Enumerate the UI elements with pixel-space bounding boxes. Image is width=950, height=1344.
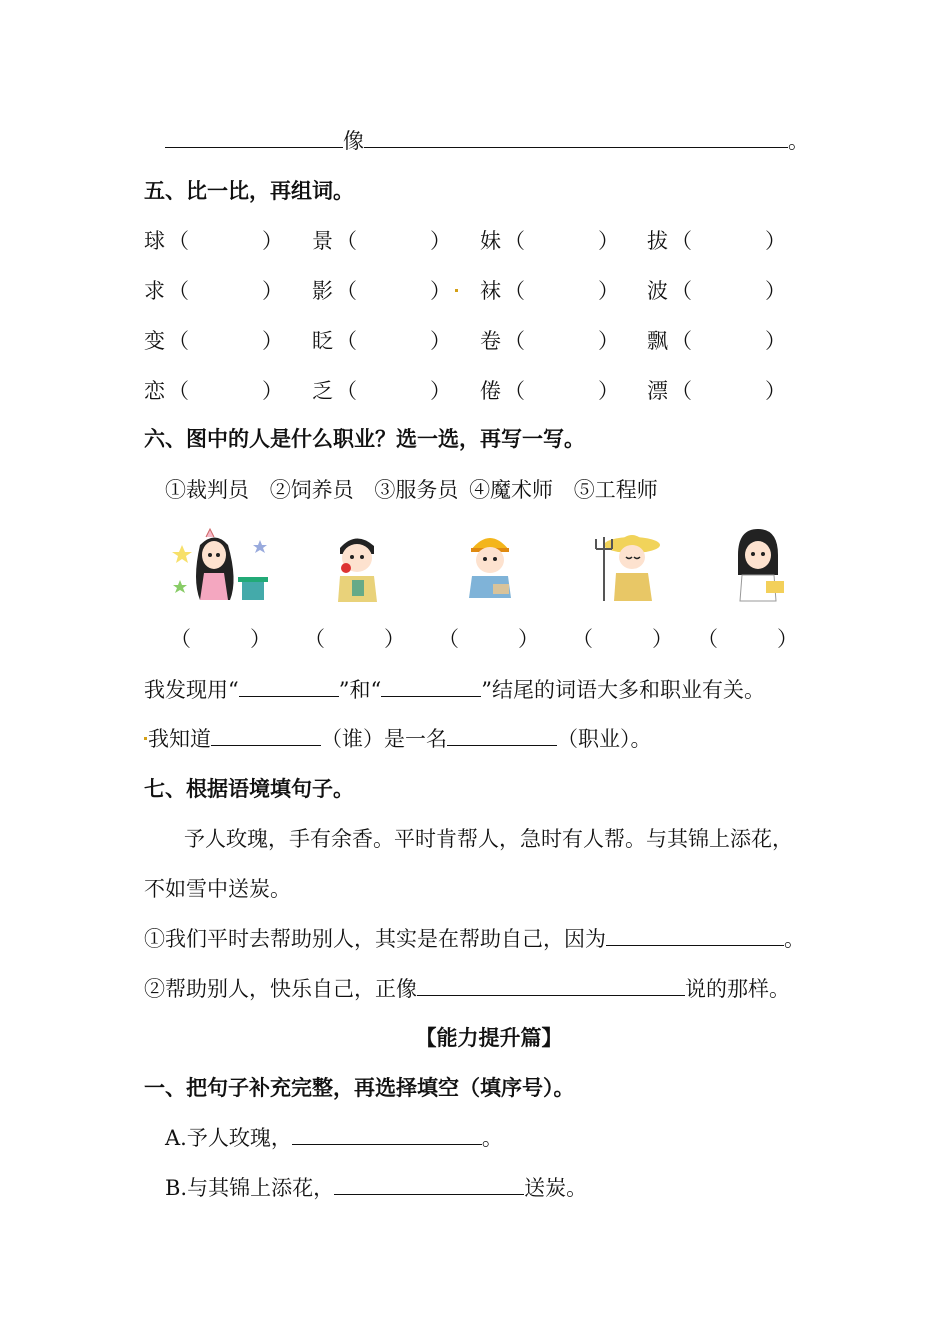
compare-char: 妹 — [480, 229, 501, 253]
compare-char: 变 — [144, 329, 165, 353]
option-magician: ④魔术师 — [469, 478, 554, 502]
answer-blank[interactable] — [194, 277, 264, 305]
right-paren: ） — [262, 379, 283, 403]
item-b: B.与其锦上添花， 送炭。 — [165, 1176, 588, 1200]
stray-mark — [455, 289, 458, 292]
waitress-figure — [728, 525, 788, 605]
compare-char: 求 — [144, 279, 165, 303]
left-paren: （ — [671, 329, 692, 353]
answer-blank[interactable] — [530, 377, 600, 405]
stray-mark — [144, 737, 147, 740]
left-paren: （ — [170, 627, 191, 651]
left-paren: （ — [336, 279, 357, 303]
answer-blank[interactable] — [194, 227, 264, 255]
blank[interactable] — [381, 676, 481, 697]
compare-char: 影 — [312, 279, 333, 303]
right-paren: ） — [598, 379, 619, 403]
blank[interactable] — [211, 725, 321, 746]
right-paren: ） — [430, 329, 451, 353]
left-paren: （ — [336, 329, 357, 353]
compare-char: 球 — [144, 229, 165, 253]
left-paren: （ — [304, 627, 325, 651]
left-paren: （ — [336, 379, 357, 403]
answer-blank[interactable] — [697, 377, 767, 405]
compare-char: 拔 — [647, 229, 668, 253]
left-paren: （ — [438, 627, 459, 651]
compare-char: 飘 — [647, 329, 668, 353]
option-engineer: ⑤工程师 — [573, 478, 658, 502]
answer-blank[interactable] — [530, 227, 600, 255]
blank[interactable] — [239, 676, 339, 697]
left-paren: （ — [504, 379, 525, 403]
question-1: ①我们平时去帮助别人，其实是在帮助自己，因为 。 — [144, 927, 805, 951]
engineer-figure — [463, 528, 518, 603]
answer-blank[interactable] — [530, 277, 600, 305]
option-referee: ①裁判员 — [165, 478, 249, 502]
right-paren: ） — [765, 379, 786, 403]
right-paren: ） — [262, 329, 283, 353]
right-paren: ） — [598, 329, 619, 353]
answer-blank[interactable] — [697, 277, 767, 305]
answer-blank[interactable] — [530, 327, 600, 355]
compare-char: 波 — [647, 279, 668, 303]
magician-figure — [170, 525, 275, 605]
answer-blank[interactable] — [697, 227, 767, 255]
left-paren: （ — [168, 329, 189, 353]
right-paren: ） — [777, 627, 798, 651]
answer-blank[interactable] — [362, 327, 432, 355]
blank[interactable] — [292, 1124, 482, 1145]
blank[interactable] — [165, 127, 343, 148]
right-paren: ） — [262, 229, 283, 253]
answer-blank[interactable] — [328, 625, 388, 653]
answer-blank[interactable] — [362, 277, 432, 305]
section-6-title: 六、图中的人是什么职业？选一选，再写一写。 — [144, 427, 585, 451]
option-waiter: ③服务员 — [374, 478, 459, 502]
right-paren: ） — [765, 279, 786, 303]
left-paren: （ — [168, 379, 189, 403]
section-7-title: 七、根据语境填句子。 — [144, 777, 354, 801]
section-heading: 【能力提升篇】 — [415, 1026, 563, 1050]
compare-char: 卷 — [480, 329, 501, 353]
left-paren: （ — [697, 627, 718, 651]
right-paren: ） — [430, 379, 451, 403]
right-paren: ） — [384, 627, 405, 651]
answer-blank[interactable] — [596, 625, 656, 653]
compare-char: 乏 — [312, 379, 333, 403]
answer-blank[interactable] — [697, 327, 767, 355]
answer-blank[interactable] — [362, 377, 432, 405]
right-paren: ） — [598, 229, 619, 253]
question-2: ②帮助别人，快乐自己，正像 说的那样。 — [144, 977, 790, 1001]
right-paren: ） — [262, 279, 283, 303]
keeper-figure — [590, 525, 670, 605]
compare-char: 漂 — [647, 379, 668, 403]
left-paren: （ — [671, 229, 692, 253]
left-paren: （ — [168, 279, 189, 303]
blank[interactable] — [447, 725, 557, 746]
left-paren: （ — [671, 379, 692, 403]
right-paren: ） — [652, 627, 673, 651]
compare-char: 眨 — [312, 329, 333, 353]
right-paren: ） — [598, 279, 619, 303]
sentence-know: 我知道 （谁）是一名 （职业）。 — [148, 727, 652, 751]
compare-char: 恋 — [144, 379, 165, 403]
left-paren: （ — [671, 279, 692, 303]
left-paren: （ — [504, 279, 525, 303]
blank[interactable] — [606, 925, 784, 946]
item-a: A.予人玫瑰， 。 — [165, 1126, 503, 1150]
option-keeper: ②饲养员 — [269, 478, 354, 502]
left-paren: （ — [504, 329, 525, 353]
answer-blank[interactable] — [194, 377, 264, 405]
compare-char: 景 — [312, 229, 333, 253]
left-paren: （ — [572, 627, 593, 651]
right-paren: ） — [430, 229, 451, 253]
right-paren: ） — [765, 229, 786, 253]
right-paren: ） — [765, 329, 786, 353]
left-paren: （ — [504, 229, 525, 253]
compare-char: 倦 — [480, 379, 501, 403]
right-paren: ） — [250, 627, 271, 651]
right-paren: ） — [518, 627, 539, 651]
context-paragraph-line2: 不如雪中送炭。 — [144, 877, 291, 901]
left-paren: （ — [336, 229, 357, 253]
referee-figure — [330, 530, 385, 605]
blank[interactable] — [364, 127, 788, 148]
sentence-discover: 我发现用“ ”和“ ”结尾的词语大多和职业有关。 — [144, 678, 765, 702]
answer-blank[interactable] — [721, 625, 781, 653]
job-options — [165, 476, 658, 504]
blank[interactable] — [417, 975, 685, 996]
answer-blank[interactable] — [362, 227, 432, 255]
answer-blank[interactable] — [462, 625, 522, 653]
compare-char: 袜 — [480, 279, 501, 303]
top-fill-line: 像 。 — [165, 127, 809, 155]
context-paragraph-line1: 予人玫瑰，手有余香。平时肯帮人，急时有人帮。与其锦上添花， — [184, 827, 793, 851]
blank[interactable] — [334, 1174, 524, 1195]
answer-blank[interactable] — [194, 327, 264, 355]
answer-blank[interactable] — [194, 625, 254, 653]
section-5-title: 五、比一比，再组词。 — [144, 179, 354, 203]
left-paren: （ — [168, 229, 189, 253]
right-paren: ） — [430, 279, 451, 303]
part-1-title: 一、把句子补充完整，再选择填空（填序号）。 — [144, 1076, 575, 1100]
